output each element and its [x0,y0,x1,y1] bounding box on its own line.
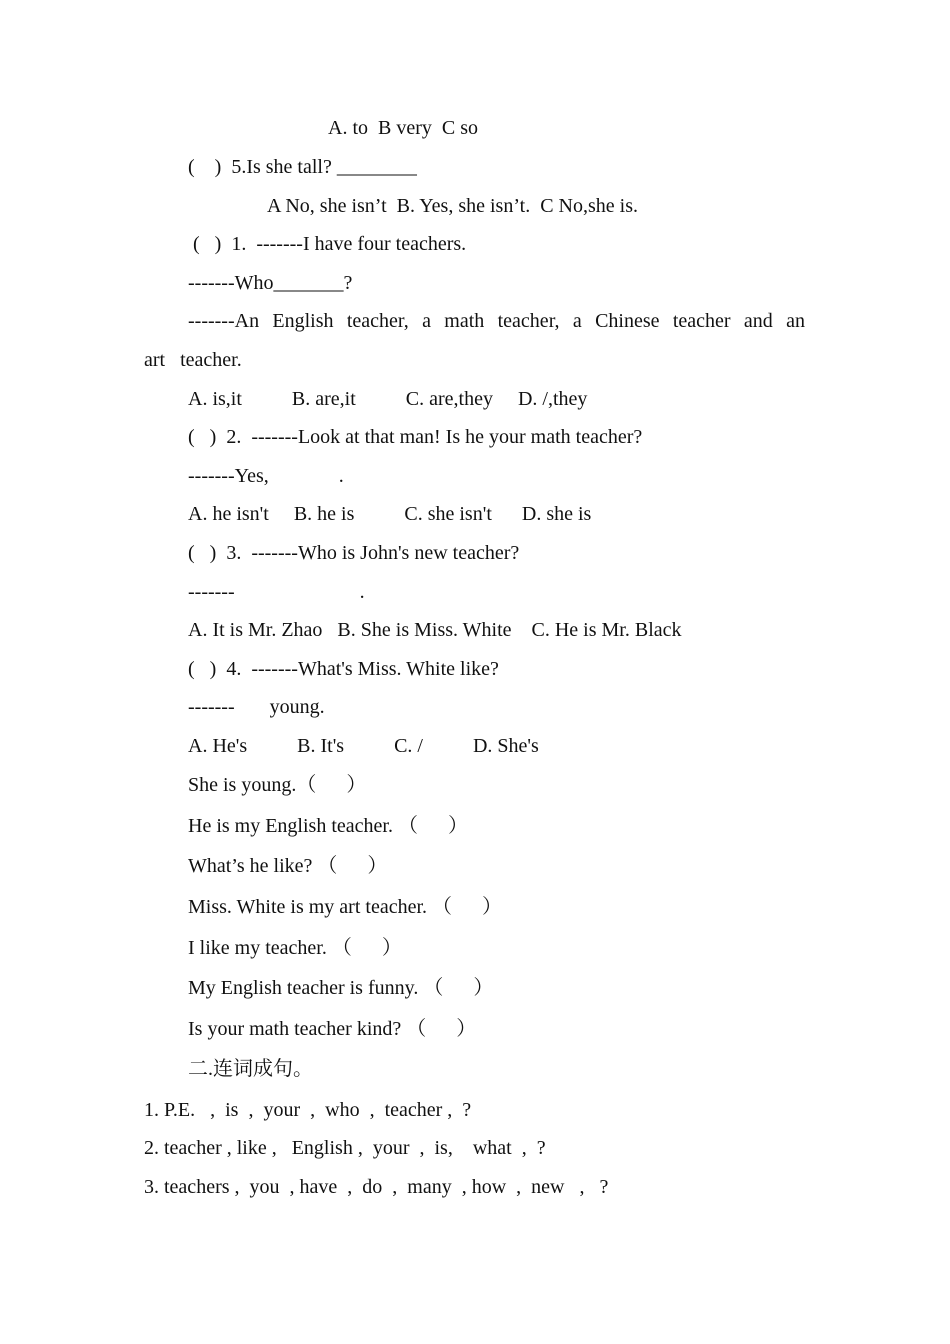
question-3-answer: ------- . [188,581,365,603]
sentence-item-3: 3. teachers , you , have , do , many , how , new , ? [144,1176,609,1198]
question-1-line-2: -------Who_______? [188,272,353,294]
question-4-answer: ------- young. [188,696,325,718]
q-options-line: A. to B very C so [328,117,478,139]
match-item: I like my teacher. （ ） [188,937,402,959]
question-2-answer: -------Yes, . [188,465,344,487]
question-3: ( ) 3. -------Who is John's new teacher? [188,542,520,564]
match-item: Miss. White is my art teacher. （ ） [188,896,503,918]
question-1-options: A. is,it B. are,it C. are,they D. /,they [188,388,588,410]
match-item: Is your math teacher kind? （ ） [188,1018,477,1040]
question-1-line-4: art teacher. [144,349,242,371]
sentence-item-1: 1. P.E. , is , your , who , teacher , ? [144,1099,472,1121]
question-1: ( ) 1. -------I have four teachers. [188,233,467,255]
question-2: ( ) 2. -------Look at that man! Is he your math teacher? [188,426,643,448]
question-5-options: A No, she isn’t B. Yes, she isn’t. C No,she is. [267,195,638,217]
question-2-options: A. he isn't B. he is C. she isn't D. she is [188,503,592,525]
question-1-line-3: -------An English teacher, a math teacher, a Chinese teacher and an [188,310,805,332]
question-4-options: A. He's B. It's C. / D. She's [188,735,539,757]
question-4: ( ) 4. -------What's Miss. White like? [188,658,499,680]
question-3-options: A. It is Mr. Zhao B. She is Miss. White C. He is Mr. Black [188,619,682,641]
match-item: He is my English teacher. （ ） [188,815,468,837]
section-heading: 二.连词成句。 [188,1058,313,1080]
sentence-item-2: 2. teacher , like , English , your , is, what , ? [144,1137,546,1159]
match-item: She is young.（ ） [188,774,367,796]
match-item: My English teacher is funny. （ ） [188,977,494,999]
question-5: ( ) 5.Is she tall? ________ [188,156,417,178]
match-item: What’s he like? （ ） [188,855,388,877]
